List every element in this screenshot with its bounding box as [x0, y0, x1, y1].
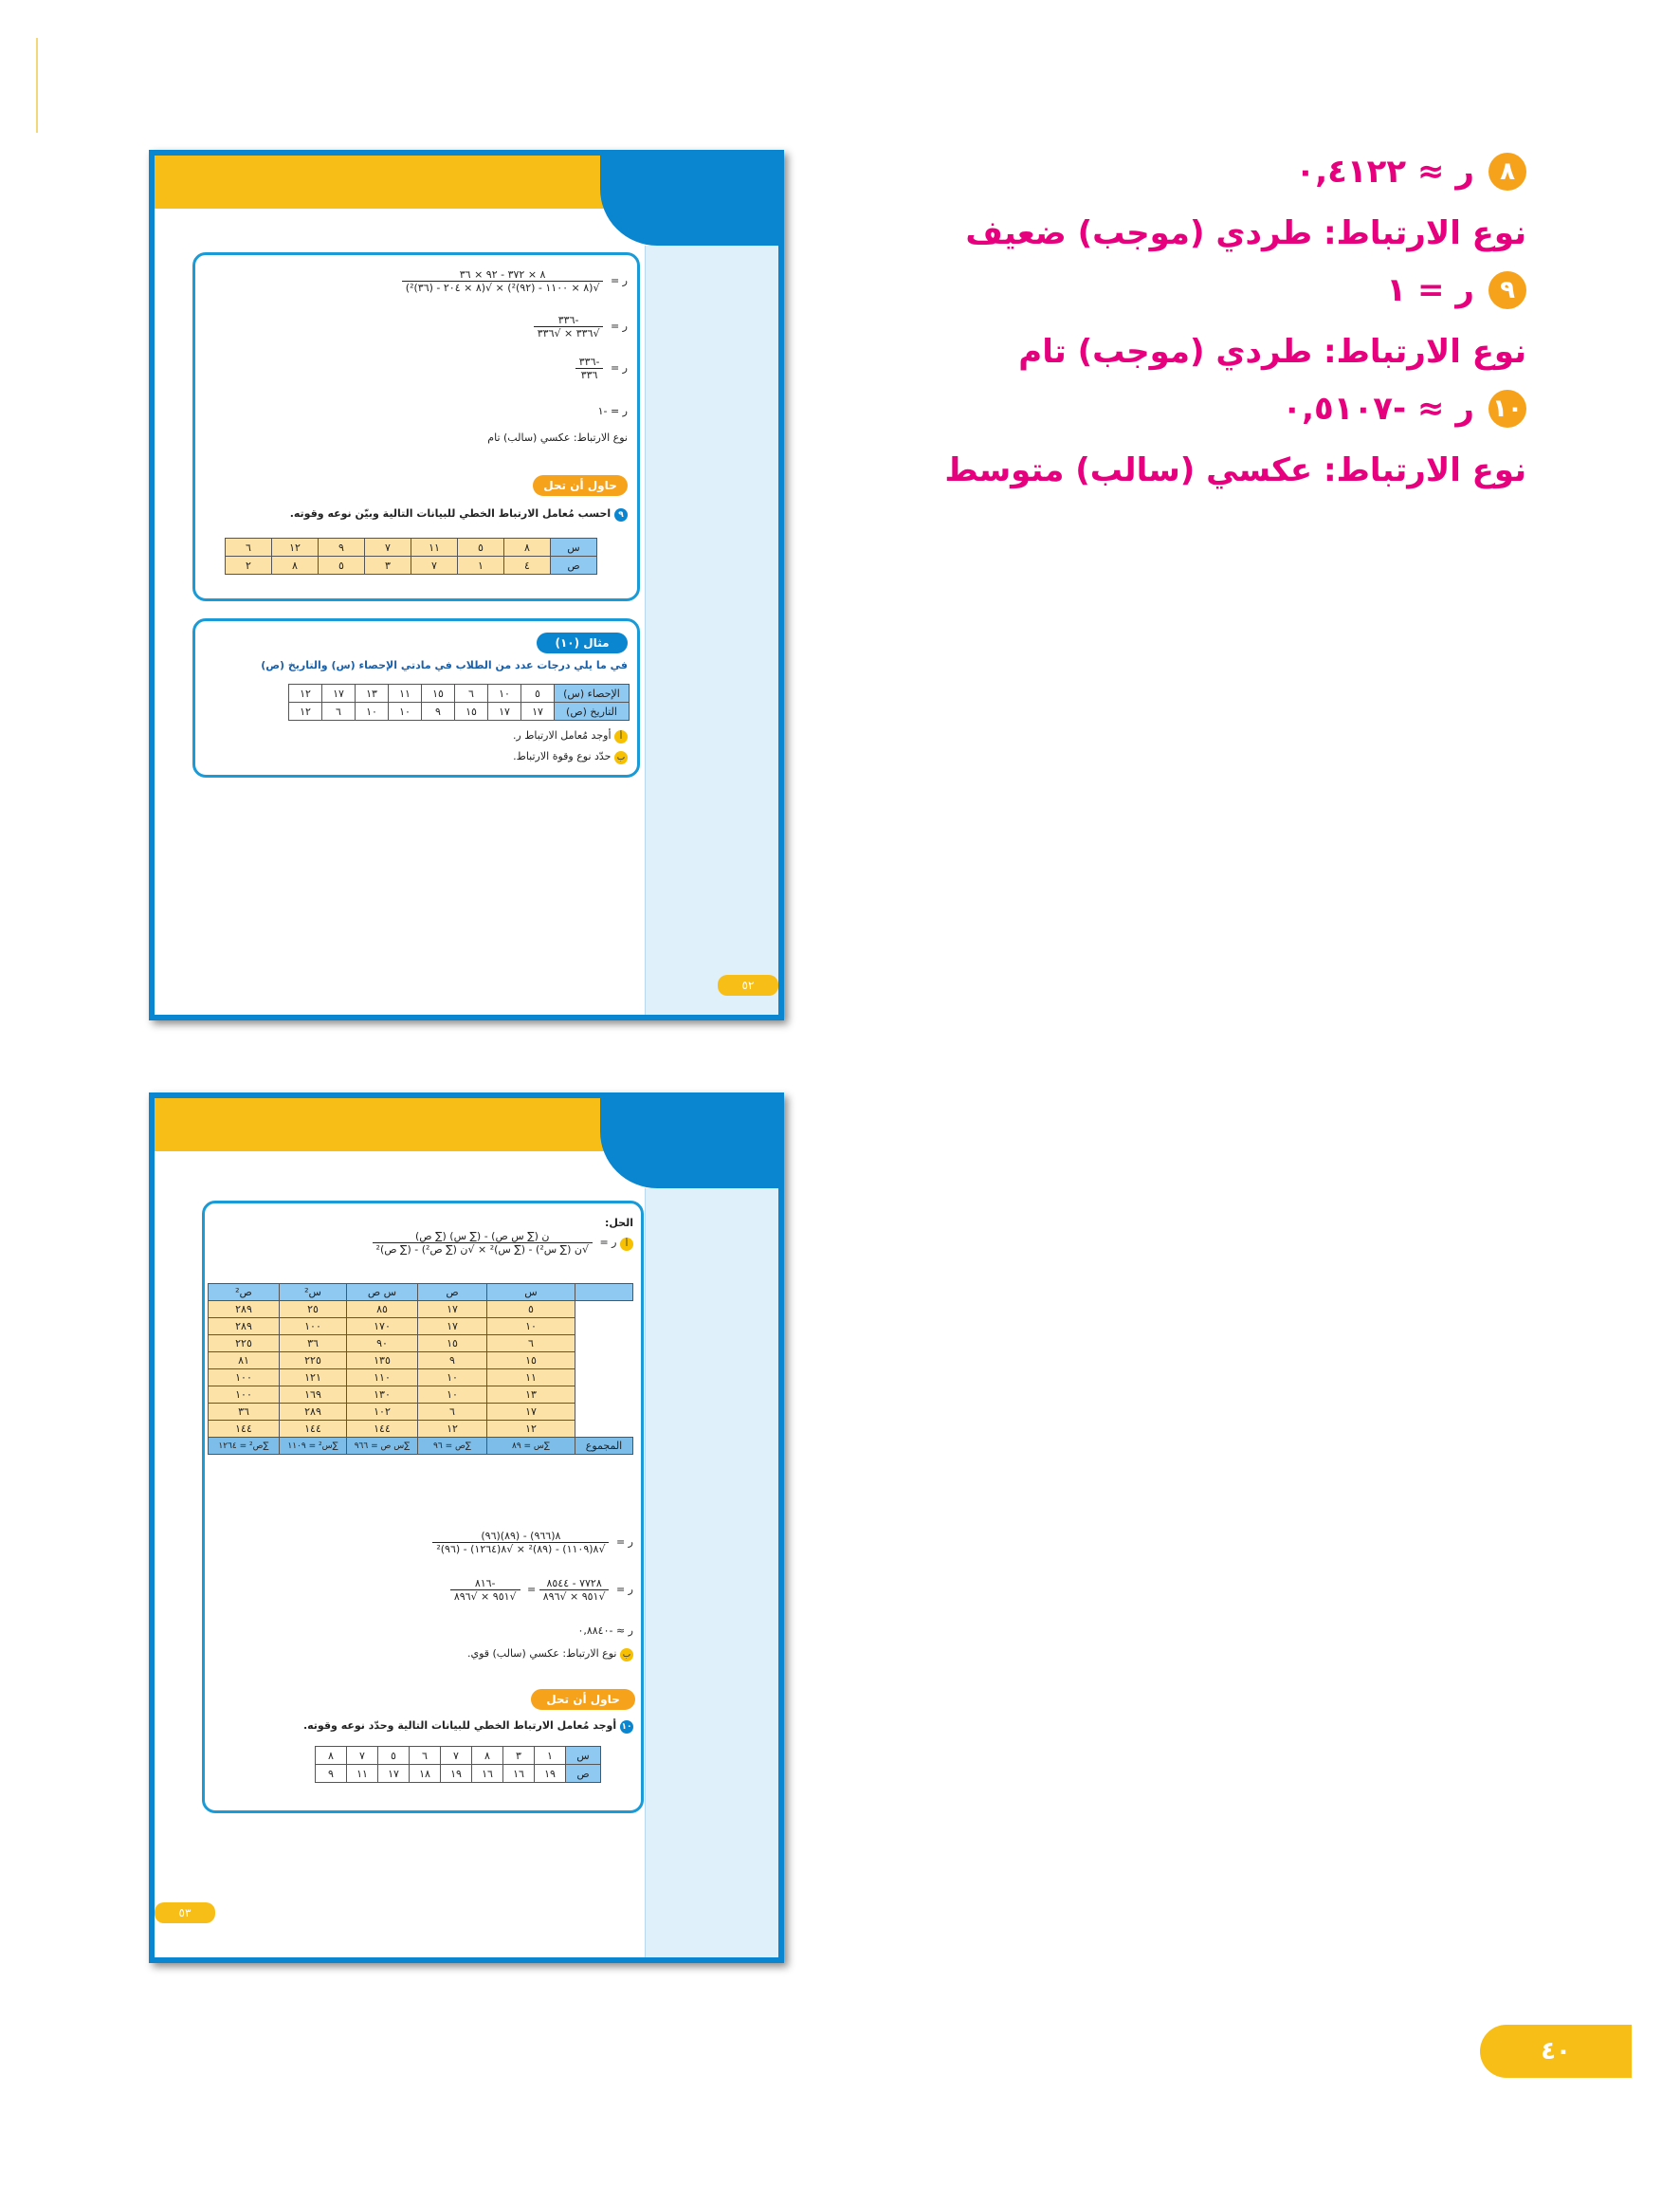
table-cell: ١٧ [418, 1301, 487, 1318]
question-text: حدّد نوع وقوة الارتباط. [513, 750, 612, 762]
fraction-numerator: ن (∑ س ص) - (∑ س) (∑ ص) [373, 1230, 593, 1243]
table-cell: ٢٨٩ [209, 1318, 280, 1335]
table-cell: ١٢ [289, 685, 322, 703]
table-cell: ١٤٤ [347, 1421, 418, 1438]
table-cell: ١٢ [487, 1421, 575, 1438]
calc-1: ر = ٨(٩٦٦) - (٨٩)(٩٦) √٨(١١٠٩) - (٨٩)² × √٨(١٢٦٤) - (٩٦)² [432, 1530, 633, 1555]
answer-number-badge: ٩ [1488, 271, 1526, 309]
calc-2: ر = ٧٧٢٨ - ٨٥٤٤ √٩٥١ × √٨٩٦ = -٨١٦ √٩٥١ × √٨٩٦ [450, 1577, 633, 1603]
header-corner [600, 156, 778, 246]
table-cell: ٥ [521, 685, 555, 703]
part-badge: أ [620, 1238, 633, 1251]
margin-line [36, 38, 38, 133]
data-table [225, 538, 597, 575]
fraction-denominator: √٨(١١٠٩) - (٨٩)² × √٨(١٢٦٤) - (٩٦)² [436, 1543, 606, 1555]
solution-label: الحل: [604, 1217, 633, 1229]
table-cell: ١٨ [410, 1765, 441, 1783]
table-cell: ١٠ [418, 1369, 487, 1386]
table-cell: ١٠ [487, 1318, 575, 1335]
table-cell: ١١ [347, 1765, 378, 1783]
table-header-x: س [551, 539, 597, 557]
table-cell: ١٦٩ [280, 1386, 347, 1404]
table-cell: ١ [458, 557, 504, 575]
table-cell: ٤ [504, 557, 551, 575]
table-cell: ٩ [422, 703, 455, 721]
table-cell: ٨٥ [347, 1301, 418, 1318]
table-cell: ١٠٠ [280, 1318, 347, 1335]
calculation-table [208, 1283, 633, 1455]
answer-number-badge: ٨ [1488, 153, 1526, 191]
table-spacer [575, 1404, 633, 1421]
table-cell: ٩ [418, 1352, 487, 1369]
table-cell: ٥ [319, 557, 365, 575]
table-cell: ١٤٤ [209, 1421, 280, 1438]
header-corner [600, 1098, 778, 1188]
fraction-numerator: -٣٣٦ [575, 356, 604, 369]
table-header: س² [280, 1284, 347, 1301]
answer-type: نوع الارتباط: عكسي (سالب) متوسط [944, 451, 1526, 489]
table-cell: ١٧ [487, 1404, 575, 1421]
table-cell: ٧ [411, 557, 458, 575]
page-content [155, 156, 778, 1015]
table-cell: ٣٦ [280, 1335, 347, 1352]
table-cell: ١٥ [422, 685, 455, 703]
try-to-solve-label: حاول أن تحل [531, 1689, 635, 1710]
answer-formula: ر = ١ [1386, 271, 1474, 309]
page-number: ٥٣ [155, 1902, 215, 1923]
side-strip [645, 246, 778, 1015]
table-cell: ١٥ [418, 1335, 487, 1352]
question-text: أوجد مُعامل الارتباط ر. [512, 729, 612, 742]
table-cell: ٦ [418, 1404, 487, 1421]
table-header-y: ص [566, 1765, 601, 1783]
table-cell: ٣ [503, 1747, 535, 1765]
table-cell: ٨ [316, 1747, 347, 1765]
table-cell: ٨١ [209, 1352, 280, 1369]
example-table [288, 684, 630, 721]
table-cell: ١٧ [378, 1765, 410, 1783]
table-cell: ١٥ [455, 703, 488, 721]
answer-8 [1295, 153, 1526, 191]
sum-cell: ∑ص² = ١٢٦٤ [209, 1438, 280, 1455]
table-cell: ٢٢٥ [280, 1352, 347, 1369]
solution-box [202, 1201, 644, 1813]
table-cell: ١٣ [356, 685, 389, 703]
fraction-numerator: -٣٣٦ [534, 314, 604, 327]
fraction-denominator: √٣٣٦ × √٣٣٦ [537, 327, 600, 340]
fraction-numerator: ٨(٩٦٦) - (٨٩)(٩٦) [432, 1530, 609, 1543]
table-cell: ١٧ [521, 703, 555, 721]
table-spacer [575, 1335, 633, 1352]
exercise-number-badge: ١٠ [621, 1722, 632, 1732]
sum-cell: ∑س² = ١١٠٩ [280, 1438, 347, 1455]
table-cell: ٢٢٥ [209, 1335, 280, 1352]
table-spacer [575, 1352, 633, 1369]
table-cell: ١١ [487, 1369, 575, 1386]
table-spacer [575, 1301, 633, 1318]
table-header: ص² [209, 1284, 280, 1301]
fraction-numerator: ٧٧٢٨ - ٨٥٤٤ [539, 1577, 610, 1590]
fraction-denominator: √٩٥١ × √٨٩٦ [542, 1590, 606, 1603]
correlation-type-text: نوع الارتباط: عكسي (سالب) قوي. [466, 1647, 617, 1660]
table-header-x: الإحصاء (س) [555, 685, 630, 703]
table-cell: ١٩ [535, 1765, 566, 1783]
table-cell: ١٦ [503, 1765, 535, 1783]
fraction-denominator: √٩٥١ × √٨٩٦ [453, 1590, 517, 1603]
table-cell: ١٠ [356, 703, 389, 721]
table-cell: ٧ [441, 1747, 472, 1765]
part-badge: ب [620, 1648, 633, 1661]
table-cell: ١٩ [441, 1765, 472, 1783]
exercise-9 [290, 507, 628, 522]
table-cell: ٢٥ [280, 1301, 347, 1318]
table-header: ص [418, 1284, 487, 1301]
answer-9 [1386, 271, 1526, 309]
page-thumbnail-52 [149, 150, 784, 1020]
table-cell: ٥ [458, 539, 504, 557]
formula-3: ر = -٣٣٦ ٣٣٦ [575, 356, 628, 381]
side-strip [645, 1188, 778, 1957]
correlation-type: نوع الارتباط: عكسي (سالب) تام [487, 431, 628, 444]
page-thumbnail-53 [149, 1092, 784, 1963]
exercise-text: احسب مُعامل الارتباط الخطي للبيانات التالية وبيّن نوعه وقوته. [289, 507, 612, 520]
page-number: ٥٢ [718, 975, 778, 996]
table-cell: ٩ [316, 1765, 347, 1783]
answer-number-badge: ١٠ [1488, 390, 1526, 428]
table-cell: ٥ [378, 1747, 410, 1765]
fraction-denominator: √(٨ × ١١٠٠ - (٩٢)²) × √(٨ × ٢٠٤ - (٣٦)²) [405, 282, 600, 294]
table-cell: ١٠ [389, 703, 422, 721]
question-b [513, 750, 628, 764]
fraction-numerator: ٨ × ٣٧٢ - ٩٢ × ٣٦ [402, 268, 604, 282]
table-spacer [575, 1369, 633, 1386]
exercise-table [315, 1746, 601, 1783]
question-badge: ب [614, 751, 628, 764]
table-cell: ١٧ [418, 1318, 487, 1335]
table-cell: ٢٨٩ [209, 1301, 280, 1318]
example-label: مثال (١٠) [537, 633, 628, 653]
table-cell: ١٦ [472, 1765, 503, 1783]
table-cell: ١٧٠ [347, 1318, 418, 1335]
table-cell: ١٣٥ [347, 1352, 418, 1369]
question-a [513, 729, 628, 744]
table-spacer [575, 1386, 633, 1404]
example-box [192, 618, 640, 778]
table-cell: ١٠٢ [347, 1404, 418, 1421]
sum-cell: ∑ص = ٩٦ [418, 1438, 487, 1455]
table-header-x: س [566, 1747, 601, 1765]
table-cell: ٢٨٩ [280, 1404, 347, 1421]
table-cell: ٨ [272, 557, 319, 575]
table-cell: ١١ [389, 685, 422, 703]
table-cell: ١٢١ [280, 1369, 347, 1386]
table-cell: ١٤٤ [280, 1421, 347, 1438]
table-cell: ١٢ [418, 1421, 487, 1438]
sum-cell: ∑س = ٨٩ [487, 1438, 575, 1455]
page-content [155, 1098, 778, 1957]
table-spacer [575, 1318, 633, 1335]
table-header: س [487, 1284, 575, 1301]
result: ر ≈ -٠,٨٨٤٠ [577, 1625, 633, 1637]
table-cell: ١٧ [322, 685, 356, 703]
table-cell: ٢ [226, 557, 272, 575]
header-band [155, 1098, 615, 1151]
fraction-numerator: -٨١٦ [450, 1577, 520, 1590]
table-cell: ٩ [319, 539, 365, 557]
header-band [155, 156, 606, 209]
table-cell: ٦ [322, 703, 356, 721]
question-badge: أ [614, 730, 628, 744]
exercise-number-badge: ٩ [614, 508, 628, 522]
table-cell: ٣٦ [209, 1404, 280, 1421]
table-cell: ٦ [410, 1747, 441, 1765]
fraction-denominator: √ن (∑ س²) - (∑ س)² × √ن (∑ ص²) - (∑ ص)² [375, 1243, 589, 1256]
table-header: س ص [347, 1284, 418, 1301]
table-cell: ٧ [365, 539, 411, 557]
answer-type: نوع الارتباط: طردي (موجب) ضعيف [965, 214, 1526, 252]
table-cell: ١٢ [289, 703, 322, 721]
table-cell: ١٠ [488, 685, 521, 703]
table-cell: ١٠ [418, 1386, 487, 1404]
table-cell: ١٥ [487, 1352, 575, 1369]
formula-1: ر = ٨ × ٣٧٢ - ٩٢ × ٣٦ √(٨ × ١١٠٠ - (٩٢)²) × √(٨ × ٢٠٤ - (٣٦)²) [402, 268, 628, 294]
result: ر = -١ [597, 405, 628, 417]
answer-formula: ر ≈ ٠,٤١٢٢ [1295, 153, 1474, 191]
exercise-text: أوجد مُعامل الارتباط الخطي للبيانات التالية وحدّد نوعه وقوته. [302, 1719, 617, 1732]
table-cell: ٦ [487, 1335, 575, 1352]
table-cell: ١١ [411, 539, 458, 557]
answer-formula: ر ≈ -٠,٥١٠٧ [1282, 390, 1474, 428]
try-to-solve-label: حاول أن تحل [533, 475, 628, 496]
solution-box [192, 252, 640, 601]
table-cell: ١٠٠ [209, 1386, 280, 1404]
table-header-y: ص [551, 557, 597, 575]
table-cell: ١٢ [272, 539, 319, 557]
table-cell: ١٠٠ [209, 1369, 280, 1386]
table-cell: ٨ [472, 1747, 503, 1765]
table-cell: ١ [535, 1747, 566, 1765]
table-cell: ٦ [455, 685, 488, 703]
page-number-tab: ٤٠ [1480, 2025, 1632, 2078]
table-cell: ٥ [487, 1301, 575, 1318]
table-cell: ١٣٠ [347, 1386, 418, 1404]
table-cell: ٦ [226, 539, 272, 557]
sum-label: المجموع [575, 1438, 633, 1455]
table-spacer [575, 1421, 633, 1438]
sum-cell: ∑س ص = ٩٦٦ [347, 1438, 418, 1455]
table-cell: ٧ [347, 1747, 378, 1765]
table-cell: ٣ [365, 557, 411, 575]
table-header [575, 1284, 633, 1301]
table-cell: ٩٠ [347, 1335, 418, 1352]
example-intro: في ما يلي درجات عدد من الطلاب في مادتي الإحصاء (س) والتاريخ (ص) [261, 659, 628, 671]
table-cell: ١١٠ [347, 1369, 418, 1386]
correlation-type [467, 1647, 633, 1661]
formula-2: ر = -٣٣٦ √٣٣٦ × √٣٣٦ [534, 314, 628, 340]
table-cell: ١٣ [487, 1386, 575, 1404]
fraction-denominator: ٣٣٦ [580, 369, 598, 381]
answer-10 [1282, 390, 1526, 428]
exercise-10 [303, 1719, 633, 1734]
table-cell: ٨ [504, 539, 551, 557]
formula-general: أ ر = ن (∑ س ص) - (∑ س) (∑ ص) √ن (∑ س²) - (∑ س)² × √ن (∑ ص²) - (∑ ص)² [373, 1230, 633, 1256]
table-cell: ١٧ [488, 703, 521, 721]
table-header-y: التاريخ (ص) [555, 703, 630, 721]
answer-type: نوع الارتباط: طردي (موجب) تام [1018, 333, 1526, 371]
